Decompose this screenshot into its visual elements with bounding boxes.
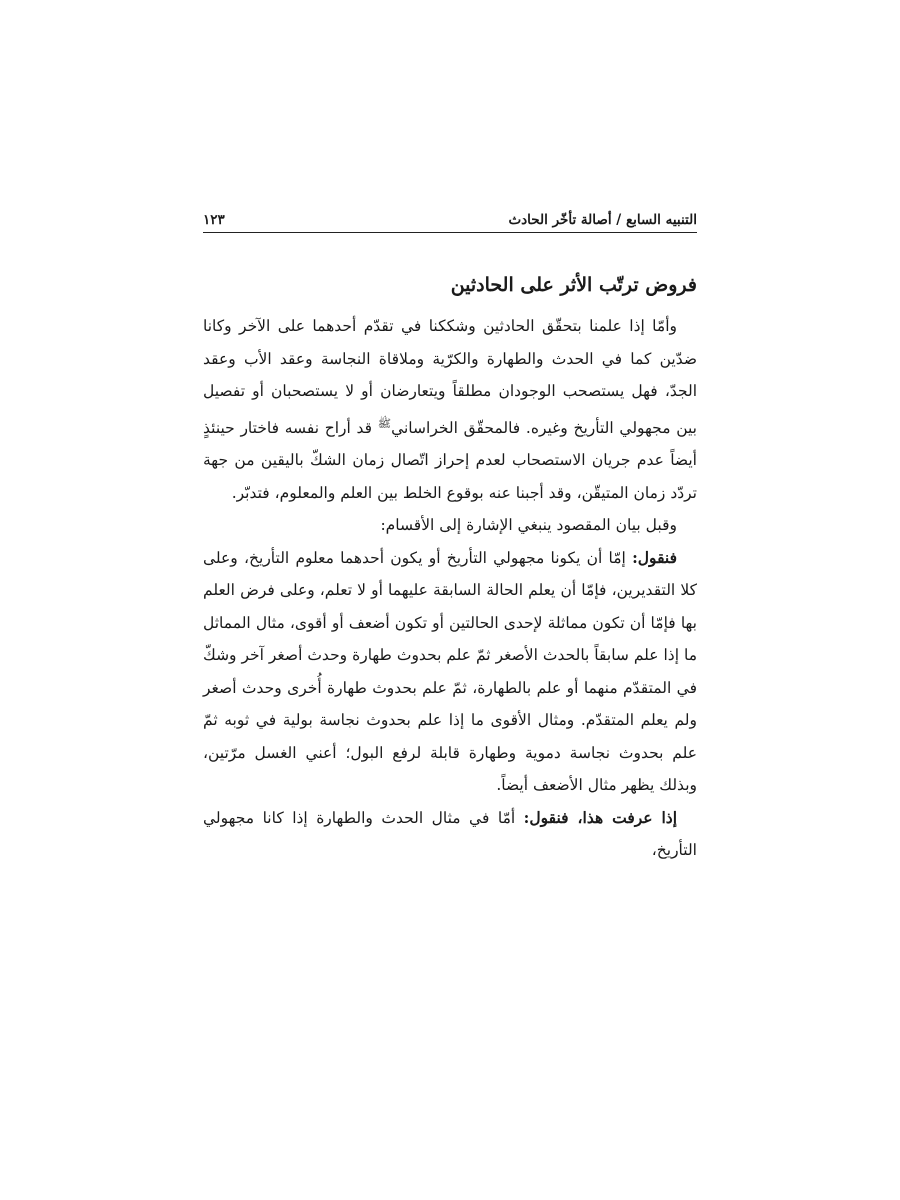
paragraph-1 <box>203 310 697 509</box>
paragraph-4 <box>203 802 697 867</box>
paragraph-2-text: وقبل بيان المقصود ينبغي الإشارة إلى الأقسام: <box>380 516 677 535</box>
book-page <box>203 0 697 1200</box>
honorific-symbol: ﷺ <box>377 416 392 430</box>
paragraph-2 <box>203 509 697 542</box>
paragraph-1-text: وأمّا إذا علمنا بتحقّق الحادثين وشككنا في تقدّم أحدهما على الآخر وكانا ضدّين كما في الحدث والطهارة والكرّية وملاقاة النجاسة وعقد الأب وعقد الجدّ، فهل يستصحب الوجودان مطلقاً ويتعارضان أو لا يستصحبان أو تفصيل بين مجهولي التأريخ وغيره. فالمحقّق الخراساني <box>203 317 697 437</box>
paragraph-3-text: إمّا أن يكونا مجهولي التأريخ أو يكون أحدهما معلوم التأريخ، وعلى كلا التقديرين، فإمّا أن يعلم الحالة السابقة عليهما أو لا تعلم، وعلى فرض العلم بها فإمّا أن تكون مماثلة لإحدى الحالتين أو تكون أضعف أو أقوى، مثال المماثل ما إذا علم سابقاً بالحدث الأصغر ثمّ علم بحدوث طهارة وحدث أصغر آخر وشكّ في المتقدّم منهما أو علم بالطهارة، ثمّ علم بحدوث طهارة أُخرى وحدث أصغر ولم يعلم المتقدّم. ومثال الأقوى ما إذا علم بحدوث نجاسة بولية في ثوبه ثمّ علم بحدوث نجاسة دموية وطهارة قابلة لرفع البول؛ أعني الغسل مرّتين، وبذلك يظهر مثال الأضعف أيضاً. <box>203 548 697 795</box>
section-heading: فروض ترتّب الأثر على الحادثين <box>450 274 697 296</box>
body-text <box>203 310 697 867</box>
paragraph-3 <box>203 542 697 802</box>
page-number: ١٢٣ <box>203 212 225 228</box>
paragraph-1-text-continued: قد أراح نفسه فاختار حينئذٍ أيضاً عدم جريان الاستصحاب لعدم إحراز اتّصال زمان الشكّ باليقين من جهة تردّد زمان المتيقّن، وقد أجبنا عنه بوقوع الخلط بين العلم والمعلوم، فتدبّر. <box>203 418 697 502</box>
paragraph-4-lead: إذا عرفت هذا، فنقول: <box>523 807 677 827</box>
running-head <box>203 203 697 233</box>
chapter-title: التنبيه السابع / أصالة تأخّر الحادث <box>508 212 697 228</box>
paragraph-4-text: أمّا في مثال الحدث والطهارة إذا كانا مجهولي التأريخ، <box>203 808 697 860</box>
paragraph-3-lead: فنقول: <box>632 547 677 567</box>
